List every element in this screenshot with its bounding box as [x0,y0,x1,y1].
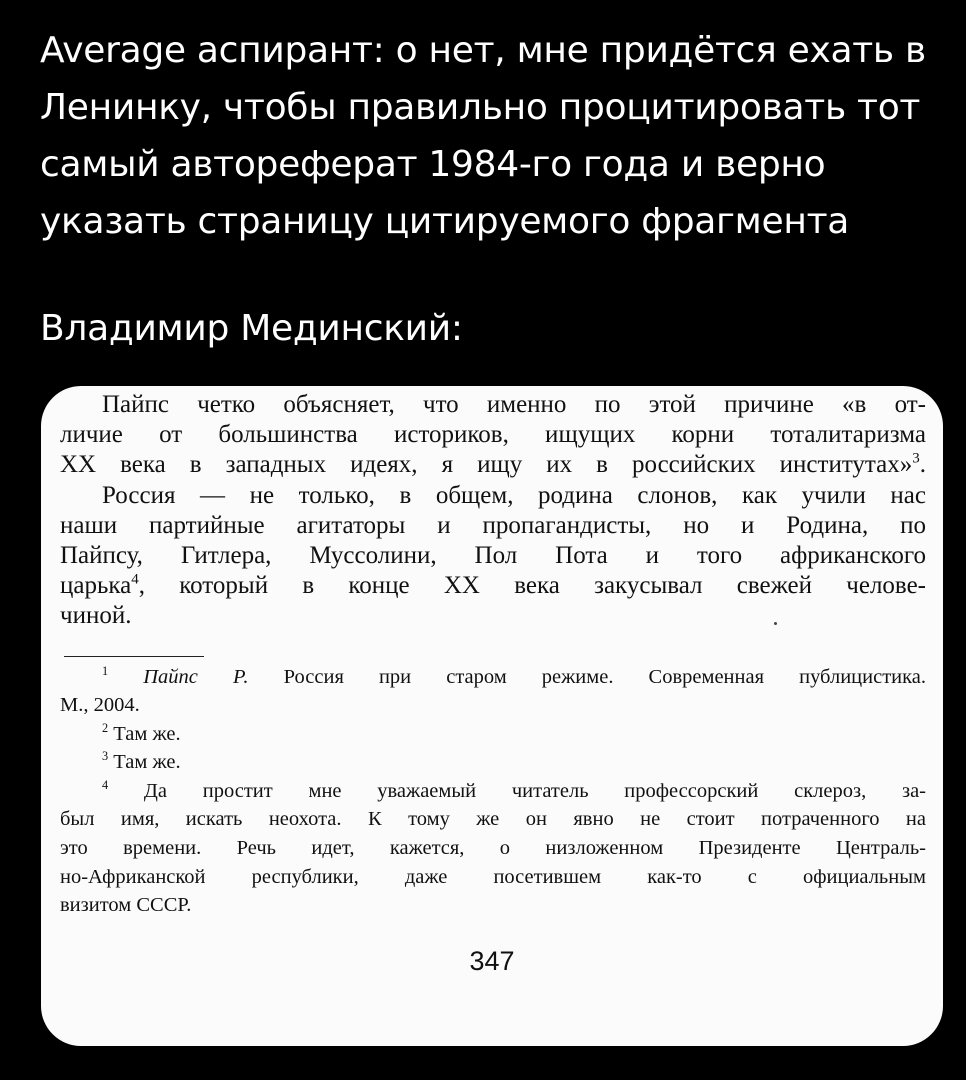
footnote-divider [64,656,204,657]
footnote-author: Пайпс Р. [143,665,249,688]
footnote-line: это времени. Речь идет, кажется, о низложенном Президенте Централь- [60,837,926,860]
main-text-line: чиной. [60,602,132,630]
footnote-line [60,720,926,749]
main-text-fragment: царька [60,572,132,600]
main-text-line: Пайпсу, Гитлера, Муссолини, Пол Пота и того африканского [60,541,926,569]
post-text-line: Ленинку, чтобы правильно процитировать тот [40,87,921,128]
footnote-mark: 2 [102,720,109,735]
footnote-text: Там же. [113,722,181,745]
footnote-line: визитом СССР. [60,894,192,917]
footnote-ref: 4 [131,571,139,588]
page-number: 347 [469,946,515,976]
main-text-line: XX века в западных идеях, я ищу их в российских институтах»$^3$. [60,451,926,479]
footnote-line [60,663,926,692]
footnote-ref: 3 [912,451,920,468]
footnote-line: М., 2004. [60,694,140,717]
main-text-line [60,571,926,601]
footnote-mark: 3 [102,749,109,764]
post-text [40,22,940,250]
main-text-line: наши партийные агитаторы и пропагандисты, но и Родина, по [60,511,926,539]
footnote-mark: 4 [102,778,109,793]
post-text-line: указать страницу цитируемого фрагмента [40,201,850,242]
main-text-fragment: , который в конце XX века закусывал свежей челове- [138,572,926,600]
post-text-line: самый автореферат 1984-го года и верно [40,144,826,185]
main-text-line: личие от большинства историков, ищущих корни тоталитаризма [60,421,926,449]
footnote-text: Там же. [113,751,181,774]
footnote-mark: 1 [102,663,109,678]
footnote-line [60,777,926,806]
footnote-text: Да простит мне уважаемый читатель профессорский склероз, за- [143,779,926,802]
footnote-line: был имя, искать неохота. К тому же он явно не стоит потраченного на [60,808,926,831]
post-text-line: Average аспирант: о нет, мне придётся ехать в [40,30,926,71]
main-text-fragment: XX века в западных идеях, я ищу их в российских институтах» [60,451,913,479]
footnote-line: но-Африканской республики, даже посетившем как-то с официальным [60,865,926,888]
scan-speck [774,622,777,625]
book-page-image[interactable] [41,386,943,1046]
footnote-text: Россия при старом режиме. Современная публицистика. [283,665,926,688]
main-text-line: Пайпс четко объясняет, что именно по этой причине «в от- [102,391,926,418]
book-page [60,390,926,920]
footnote-line [60,748,926,777]
author-line: Владимир Мединский: [40,308,463,349]
main-text-line: Россия — не только, в общем, родина слонов, как учили нас [102,481,926,509]
